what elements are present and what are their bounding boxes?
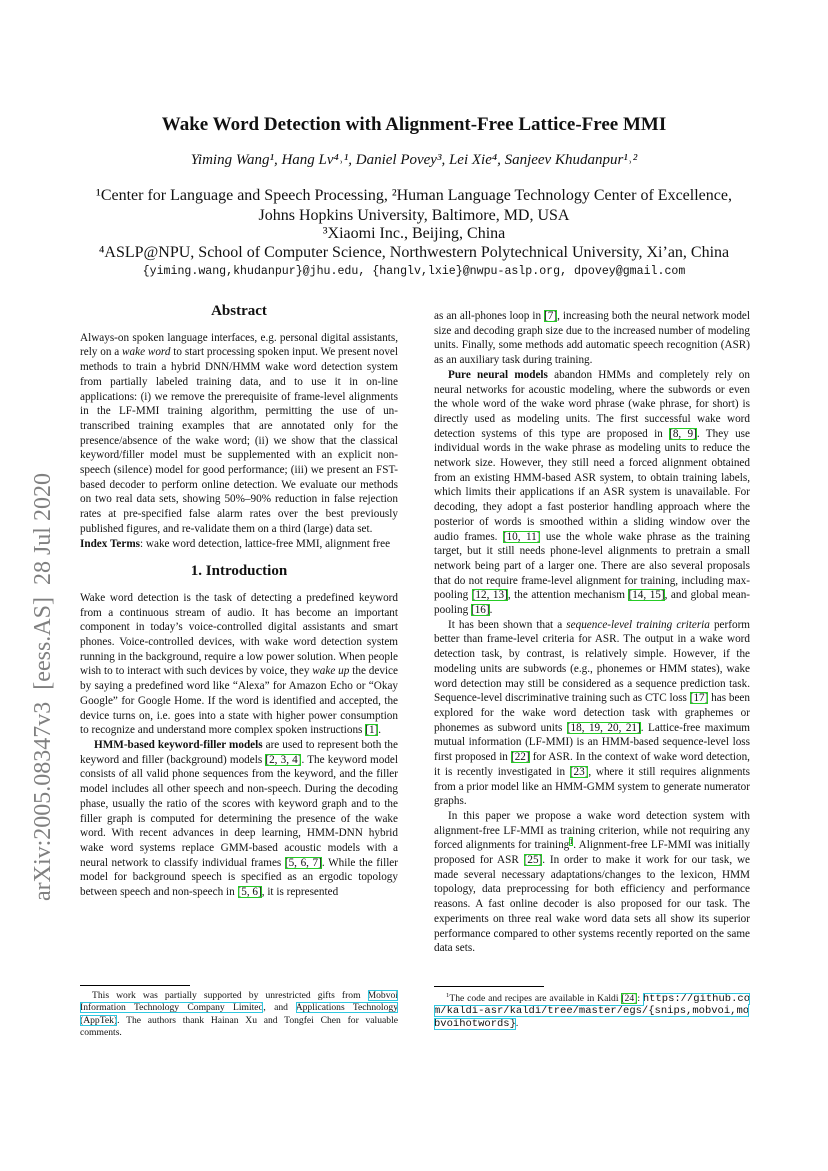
affiliation-3: ³Xiaomi Inc., Beijing, China bbox=[322, 225, 506, 242]
citation-link[interactable]: [5, 6] bbox=[237, 886, 262, 899]
affiliation-4: ⁴ASLP@NPU, School of Computer Science, Northwestern Polytechnical University, Xi’an, China bbox=[98, 244, 730, 261]
abstract-heading: Abstract bbox=[211, 303, 267, 319]
citation-link[interactable]: [1] bbox=[365, 724, 379, 737]
sponsor-link[interactable]: Applications Technology (AppTek) bbox=[80, 1002, 398, 1026]
funding-footnote: This work was partially supported by unrestricted gifts from Mobvoi Information Technology Company Limited, and Applications Technology (AppTek). The authors thank Hainan Xu and Tongfei Chen for valuable comments. bbox=[80, 990, 398, 1039]
citation-link[interactable]: [16] bbox=[470, 604, 490, 617]
intro-paragraph-3: as an all-phones loop in [7], increasing both the neural network model size and decoding graph size due to the increased number of modeling units. Finally, some methods add automatic speech recognition (ASR) as an auxiliary task during training. bbox=[434, 310, 750, 367]
author-list: Yiming Wang¹, Hang Lv⁴˒¹, Daniel Povey³, Lei Xie⁴, Sanjeev Khudanpur¹˒² bbox=[190, 152, 638, 168]
index-terms: Index Terms: wake word detection, lattice-free MMI, alignment free bbox=[80, 537, 391, 550]
citation-link[interactable]: [22] bbox=[510, 751, 530, 764]
arxiv-identifier-text: arXiv:2005.08347v3 [eess.AS] 28 Jul 2020 bbox=[30, 473, 56, 901]
citation-link[interactable]: [14, 15] bbox=[628, 589, 665, 602]
intro-paragraph-4: Pure neural models abandon HMMs and completely rely on neural networks for acoustic modeling, where the subwords or even the whole word of the wake word phrase (wake phrase, for short) is directly used as modeling units. The first successful wake word detection systems of this type are proposed in [8, 9]. They use individual words in the wake phrase as modeling units to reduce the network size. However, they still need a forced alignment obtained from an existing HMM-based ASR system, to obtain training labels, which limits their applications if an ASR system is unavailable. For decoding, they adopt a fast posterior handling approach where the posterior of words is smoothed within a sliding window over the audio frames. [10, 11] use the whole wake phrase as the training target, but it still needs phone-level alignments to pretrain a small network being part of a larger one. There are also several proposals that do not require frame-level alignment for training, including max-pooling [12, 13], the attention mechanism [14, 15], and global mean-pooling [16]. bbox=[434, 368, 751, 617]
citation-link[interactable]: [2, 3, 4] bbox=[265, 753, 302, 766]
code-footnote: $^1$The code and recipes are available in Kaldi [24]: https://github.com/kaldi-asr/kaldi/tree/master/egs/{snips,mobvoi,mobvoihotwords}. bbox=[434, 991, 750, 1030]
citation-link[interactable]: [25] bbox=[523, 854, 543, 867]
affiliation-1: ¹Center for Language and Speech Processing, ²Human Language Technology Center of Excellence, bbox=[96, 187, 732, 204]
citation-link[interactable]: [5, 6, 7] bbox=[284, 856, 322, 869]
sponsor-link[interactable]: Mobvoi Information Technology Company Limited bbox=[80, 990, 398, 1014]
abstract-body: Always-on spoken language interfaces, e.g. personal digital assistants, rely on a wake word to start processing spoken input. We present novel methods to train a hybrid DNN/HMM wake word detection system from partially labeled training data, and to use it in on-line applications: (i) we remove the prerequisite of frame-level alignments in the LF-MMI training algorithm, permitting the use of un-transcribed training examples that are annotated only for the presence/absence of the wake word; (ii) we show that the classical keyword/filler model must be supplemented with an explicit non-speech (silence) model for good performance; (iii) we present an FST-based decoder to perform online detection. We evaluate our methods on two real data sets, showing 50%–90% reduction in false rejection rates at pre-specified false alarm rates over the best previously published figures, and re-validate them on a third (large) data set. bbox=[80, 331, 399, 535]
citation-link[interactable]: [24] bbox=[621, 993, 638, 1004]
citation-link[interactable]: [8, 9] bbox=[669, 427, 697, 440]
footnote-rule bbox=[434, 986, 544, 987]
intro-paragraph-2: HMM-based keyword-filler models are used to represent both the keyword and filler (background) models [2, 3, 4]. The keyword model consists of all valid phone sequences from the keyword, and the filler model includes all other speech and non-speech. During the decoding phase, usually the ratio of the scores with keyword graph and to the filler graph is computed for determining the presence of the wake word. With recent advances in deep learning, HMM-DNN hybrid wake word systems replace GMM-based acoustic models with a neural network to classify individual frames [5, 6, 7]. While the filler model for background speech is specified as an ergodic topology between speech and non-speech in [5, 6], it is represented bbox=[80, 738, 398, 899]
citation-link[interactable]: [7] bbox=[544, 310, 558, 322]
citation-link[interactable]: [12, 13] bbox=[471, 589, 508, 602]
code-url-link[interactable]: https://github.com/kaldi-asr/kaldi/tree/master/egs/{snips,mobvoi,mobvoihotwords} bbox=[434, 993, 750, 1030]
citation-link[interactable]: [10, 11] bbox=[502, 530, 541, 543]
paper-title: Wake Word Detection with Alignment-Free Lattice-Free MMI bbox=[161, 114, 667, 135]
footnote-rule bbox=[80, 985, 190, 986]
affiliation-2: Johns Hopkins University, Baltimore, MD, USA bbox=[258, 207, 570, 224]
intro-paragraph-1: Wake word detection is the task of detecting a predefined keyword from a continuous stream of audio. It has become an important component in today’s voice-controlled digital assistants and smart phones. Voice-controlled devices, with wake word detection system running in the background, require a low power solution. When people wish to to interact with such devices by voice, they wake up the device by saying a predefined word like “Alexa” for Amazon Echo or “Okay Google” for Google Home. If the word is identified and accepted, the device turns on, i.e. goes into a state with higher power consumption to recognize and understand more complex spoken instructions [1]. bbox=[80, 591, 398, 737]
citation-link[interactable]: [23] bbox=[569, 765, 589, 778]
citation-link[interactable]: [18, 19, 20, 21] bbox=[566, 721, 641, 734]
arxiv-identifier bbox=[20, 365, 60, 905]
citation-link[interactable]: [17] bbox=[689, 692, 709, 705]
author-emails: {yiming.wang,khudanpur}@jhu.edu, {hanglv,lxie}@nwpu-aslp.org, dpovey@gmail.com bbox=[142, 265, 686, 278]
footnote-marker[interactable]: 1 bbox=[569, 836, 574, 846]
right-column bbox=[434, 309, 750, 956]
left-column bbox=[80, 304, 398, 900]
intro-heading: 1. Introduction bbox=[190, 563, 288, 580]
intro-paragraph-6: In this paper we propose a wake word detection system with alignment-free LF-MMI as training criterion, while not requiring any forced alignments for training$^1$. Alignment-free LF-MMI was initially proposed for ASR [25]. In order to make it work for our task, we made several necessary adaptations/changes to the lexicon, HMM topology, data preprocessing for both efficiency and performance reasons. A fast online decoder is also proposed for our task. The experiments on three real wake word data sets all show its superior performance compared to other systems recently reported on the same data sets. bbox=[434, 809, 750, 955]
intro-paragraph-5: It has been shown that a sequence-level training criteria perform better than frame-level criteria for ASR. The output in a wake word detection task, by contrast, is relatively simple. However, if the modeling units are subwords (e.g., phonemes or HMM states), wake word detection may still be considered as a sequence prediction task. Sequence-level discriminative training such as CTC loss [17] has been explored for the wake word detection task with graphemes or phonemes as subword units [18, 19, 20, 21]. Lattice-free maximum mutual information (LF-MMI) is an HMM-based sequence-level loss first proposed in [22] for ASR. In the context of wake word detection, it is recently investigated in [23], where it still requires alignments from a prior model like an HMM-GMM system to generate numerator graphs. bbox=[434, 618, 751, 808]
